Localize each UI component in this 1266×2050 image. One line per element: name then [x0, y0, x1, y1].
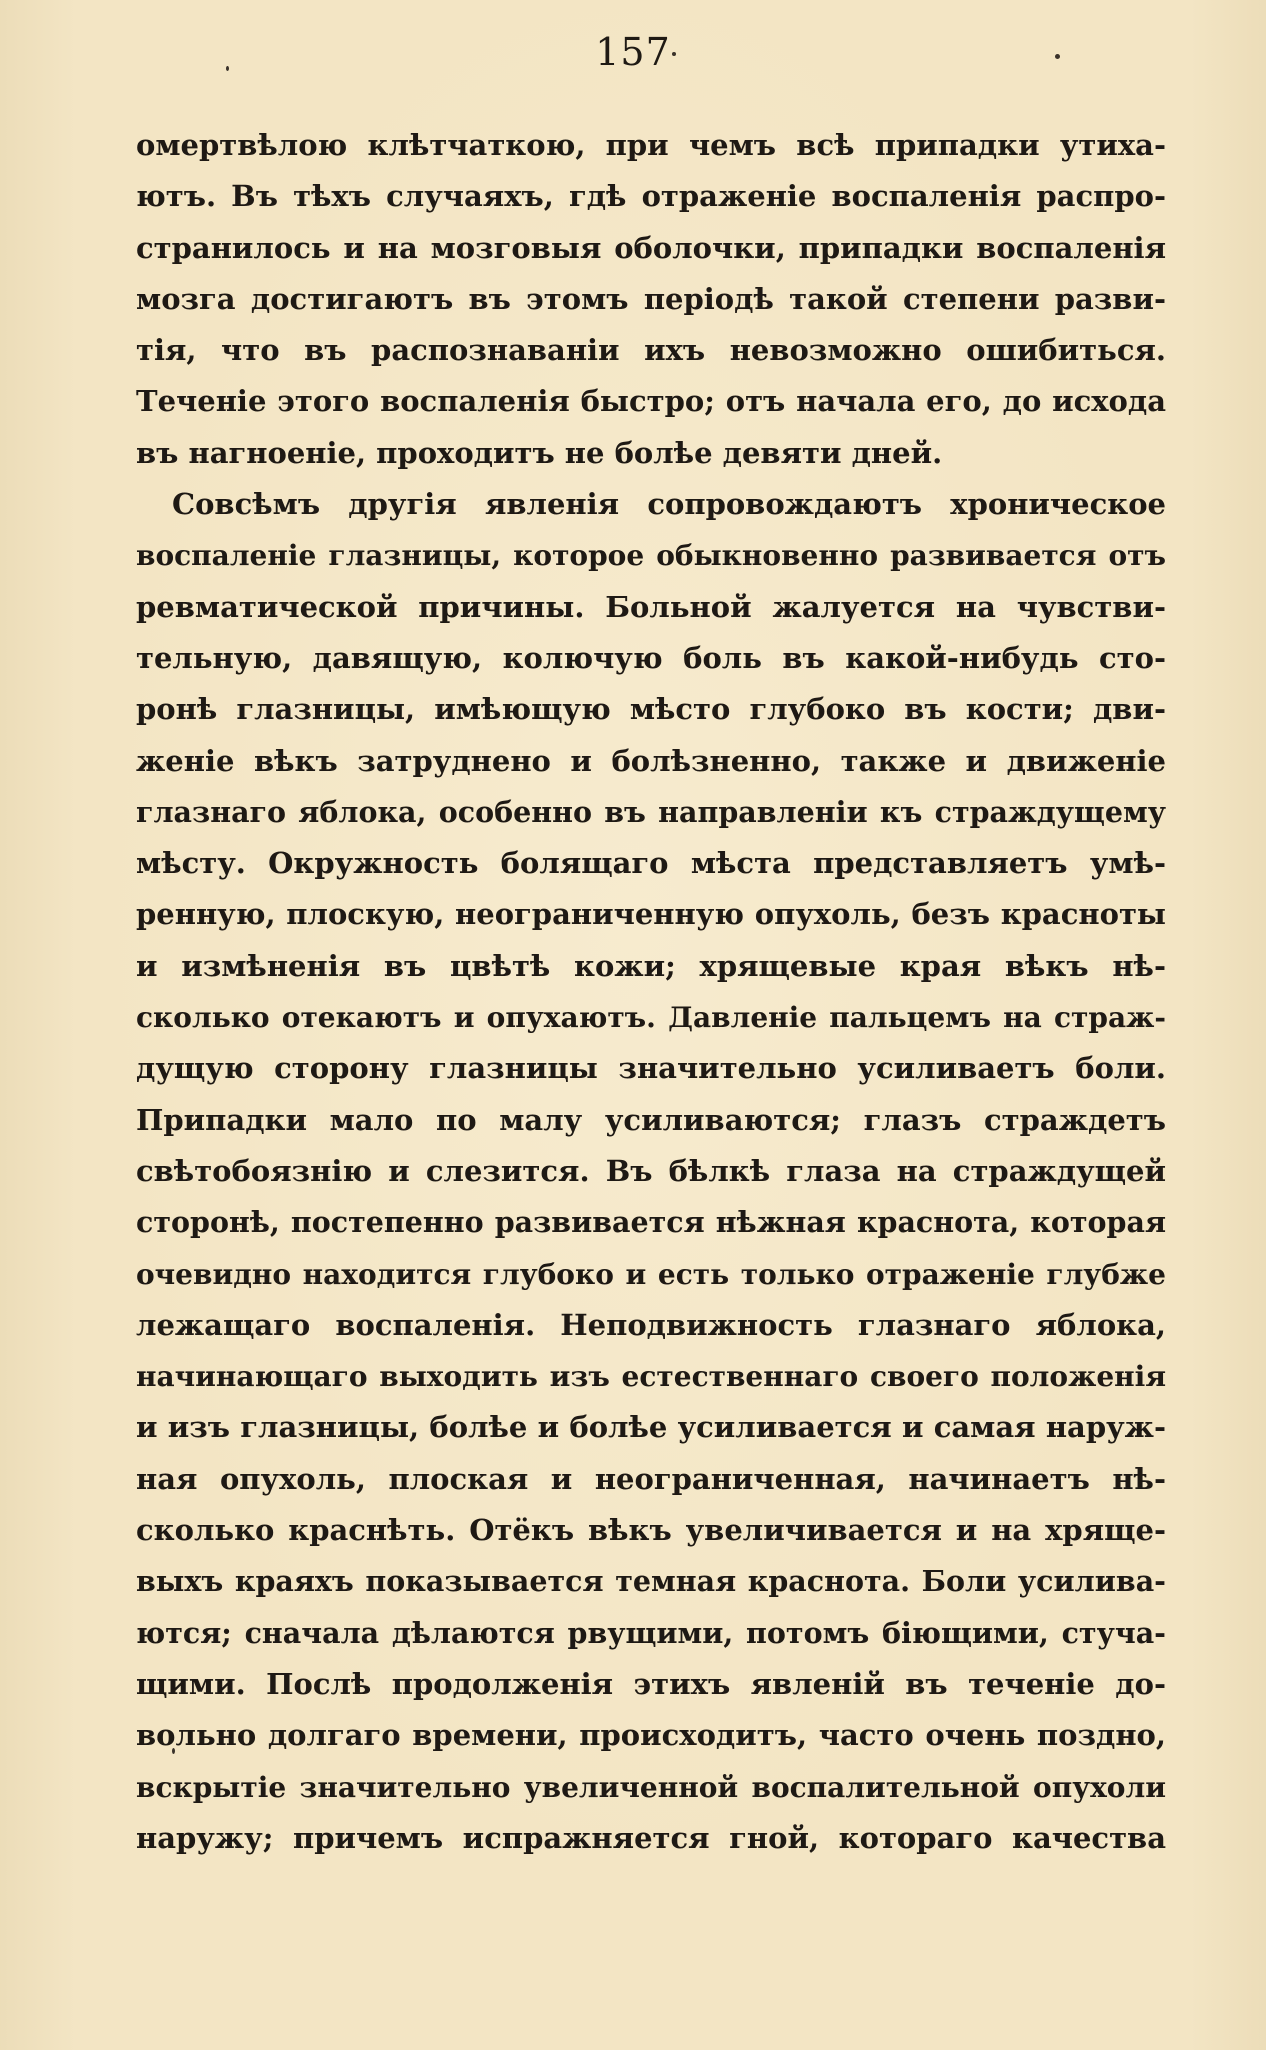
text-line: глазнаго яблока, особенно въ направленіи къ страждущему — [136, 794, 1166, 829]
text-line: начинающаго выходить изъ естественнаго своего положенія — [136, 1360, 1166, 1394]
text-line: тельную, давящую, колючую боль въ какой-нибудь сто- — [136, 640, 1166, 675]
text-line: въ нагноеніе, проходитъ не болѣе девяти дней. — [136, 435, 943, 470]
text-line: Теченіе этого воспаленія быстро; отъ начала его, до исхода — [136, 384, 1166, 419]
text-line: Совсѣмъ другія явленія сопровождаютъ хроническое — [172, 487, 1166, 522]
text-line: и изъ глазницы, болѣе и болѣе усиливается и самая наруж- — [136, 1410, 1166, 1445]
ink-speck — [672, 52, 676, 56]
text-line: ютъ. Въ тѣхъ случаяхъ, гдѣ отраженіе воспаленія распро- — [136, 179, 1166, 214]
text-line: ная опухоль, плоская и неограниченная, начинаетъ нѣ- — [136, 1461, 1166, 1496]
text-line: лежащаго воспаленія. Неподвижность глазнаго яблока, — [136, 1307, 1166, 1342]
text-line: тія, что въ распознаваніи ихъ невозможно ошибиться. — [136, 333, 1166, 368]
text-line: щими. Послѣ продолженія этихъ явленій въ теченіе до- — [136, 1666, 1166, 1701]
text-line: ются; сначала дѣлаются рвущими, потомъ біющими, стуча- — [136, 1615, 1166, 1650]
text-line: ронѣ глазницы, имѣющую мѣсто глубоко въ кости; дви- — [136, 692, 1166, 727]
text-line: вскрытіе значительно увеличенной воспалительной опухоли — [136, 1770, 1166, 1804]
text-line: странилось и на мозговыя оболочки, припадки воспаленія — [136, 230, 1166, 265]
text-line: дущую сторону глазницы значительно усиливаетъ боли. — [136, 1051, 1166, 1086]
text-line: ревматической причины. Больной жалуется на чувстви- — [136, 589, 1166, 624]
text-line: сторонѣ, постепенно развивается нѣжная краснота, которая — [136, 1205, 1166, 1240]
text-line: воспаленіе глазницы, которое обыкновенно развивается отъ — [136, 539, 1166, 573]
ink-speck — [226, 66, 229, 71]
text-line: Припадки мало по малу усиливаются; глазъ страждетъ — [136, 1102, 1166, 1137]
text-line: омертвѣлою клѣтчаткою, при чемъ всѣ припадки утиха- — [136, 128, 1166, 162]
text-line: сколько отекаютъ и опухаютъ. Давленіе пальцемъ на страж- — [136, 1001, 1166, 1035]
text-line: и измѣненія въ цвѣтѣ кожи; хрящевые края вѣкъ нѣ- — [136, 948, 1166, 983]
ink-speck — [1055, 54, 1060, 59]
text-line: женіе вѣкъ затруднено и болѣзненно, также и движеніе — [136, 743, 1166, 778]
text-line: наружу; причемъ испражняется гной, котораго качества — [136, 1820, 1166, 1855]
text-line: мозга достигаютъ въ этомъ періодѣ такой степени разви- — [136, 281, 1166, 316]
text-line: ренную, плоскую, неограниченную опухоль, безъ красноты — [136, 897, 1166, 932]
body-text — [136, 120, 1166, 1864]
page-number: 157 — [595, 30, 671, 74]
text-line: мѣсту. Окружность болящаго мѣста представляетъ умѣ- — [136, 846, 1166, 881]
text-line: свѣтобоязнію и слезится. Въ бѣлкѣ глаза на страждущей — [136, 1153, 1166, 1188]
text-line: сколько краснѣть. Отёкъ вѣкъ увеличивается и на хряще- — [136, 1513, 1166, 1548]
text-line: выхъ краяхъ показывается темная краснота. Боли усилива- — [136, 1564, 1166, 1599]
text-line: вольно долгаго времени, происходитъ, часто очень поздно, — [136, 1718, 1166, 1753]
text-line: очевидно находится глубоко и есть только отраженіе глубже — [136, 1257, 1166, 1291]
